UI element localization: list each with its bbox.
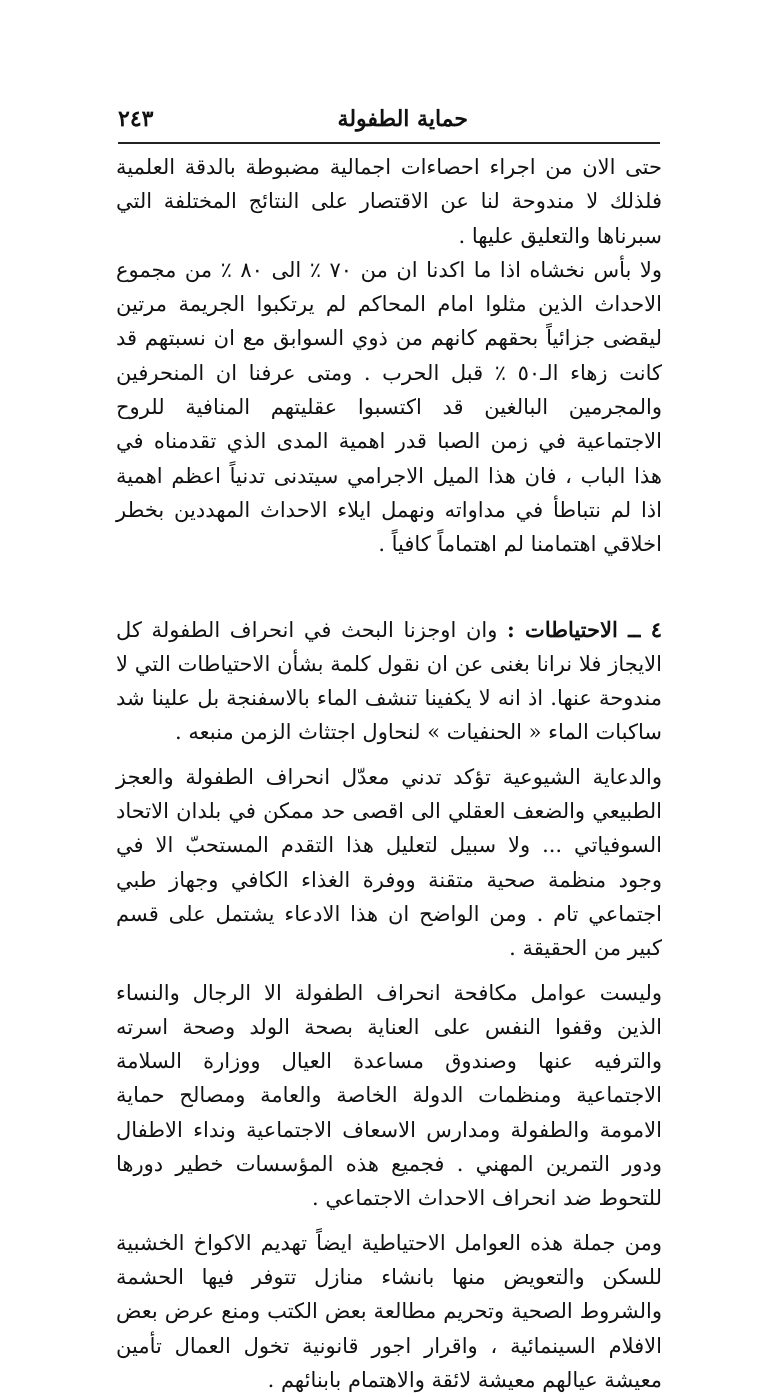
header-rule xyxy=(118,142,660,144)
paragraph-3-text: وان اوجزنا البحث في انحراف الطفولة كل الايجاز فلا نرانا بغنى عن ان نقول كلمة بشأن الاحتياطات التي لا مندوحة عنها. اذ انه لا يكفينا تنشف الماء بالاسفنجة بل علينا شد ساكبات الماء « الحنفيات » لنحاول اجتثاث الزمن منبعه . xyxy=(116,617,662,745)
paragraph-5: وليست عوامل مكافحة انحراف الطفولة الا الرجال والنساء الذين وقفوا النفس على العناية بصحة الولد وصحة اسرته والترفيه عنها وصندوق مساعدة العيال ووزارة السلامة الاجتماعية ومنظمات الدولة الخاصة والعامة ومصالح حماية الامومة والطفولة ومدارس الاسعاف الاجتماعية ونداء الاطفال ودور التمرين المهني . فجميع هذه المؤسسات خطير دورها للتحوط ضد انحراف الاحداث الاجتماعي . xyxy=(116,980,662,1211)
paragraph-2: ولا بأس نخشاه اذا ما اكدنا ان من ٧٠ ٪ الى ٨٠ ٪ من مجموع الاحداث الذين مثلوا امام المحاكم لم يرتكبوا الجريمة مرتين ليقضى جزائياً بحقهم كانهم من ذوي السوابق مع ان نسبتهم قد كانت زهاء الـ٥٠ ٪ قبل الحرب . ومتى عرفنا ان المنحرفين والمجرمين البالغين قد اكتسبوا عقليتهم المنافية للروح الاجتماعية في زمن الصبا قدر اهمية المدى الذي تقدمناه في هذا الباب ، فان هذا الميل الاجرامي سيتدنى تدنياً اعظم اهمية اذا لم نتباطأ في مداواته ونهمل ايلاء الاحداث المهددين بخطر اخلاقي اهتمامنا لم اهتماماً كافياً . xyxy=(116,257,663,557)
page-title: حماية الطفولة xyxy=(337,106,468,132)
section-heading: ٤ ــ الاحتياطات : xyxy=(507,616,662,642)
paragraph-6: ومن جملة هذه العوامل الاحتياطية ايضاً تهديم الاكواخ الخشبية للسكن والتعويض منها بانشاء منازل تتوفر فيها الحشمة والشروط الصحية وتحريم مطالعة بعض الكتب ومنع عرض بعض الافلام السينمائية ، واقرار اجور قانونية تخول العمال تأمين معيشة عيالهم معيشة لائقة والاهتمام بابنائهم . xyxy=(116,1230,662,1392)
paragraph-4: والدعاية الشيوعية تؤكد تدني معدّل انحراف الطفولة والعجز الطبيعي والضعف العقلي الى اقصى حد ممكن في بلدان الاتحاد السوفياتي ... ولا سبيل لتعليل هذا التقدم المستحبّ الا في وجود منظمة صحية متقنة ووفرة الغذاء الكافي وجهاز طبي اجتماعي تام . ومن الواضح ان هذا الادعاء يشتمل على قسم كبير من الحقيقة . xyxy=(116,764,662,961)
running-header xyxy=(118,100,658,140)
page-number: ٢٤٣ xyxy=(118,106,154,132)
paragraph-3 xyxy=(116,613,662,750)
paragraph-1: حتى الان من اجراء احصاءات اجمالية مضبوطة بالدقة العلمية فلذلك لا مندوحة لنا عن الاقتصار على النتائج المختلفة التي سبرناها والتعليق عليها . xyxy=(116,155,662,248)
body-text xyxy=(116,150,662,1397)
